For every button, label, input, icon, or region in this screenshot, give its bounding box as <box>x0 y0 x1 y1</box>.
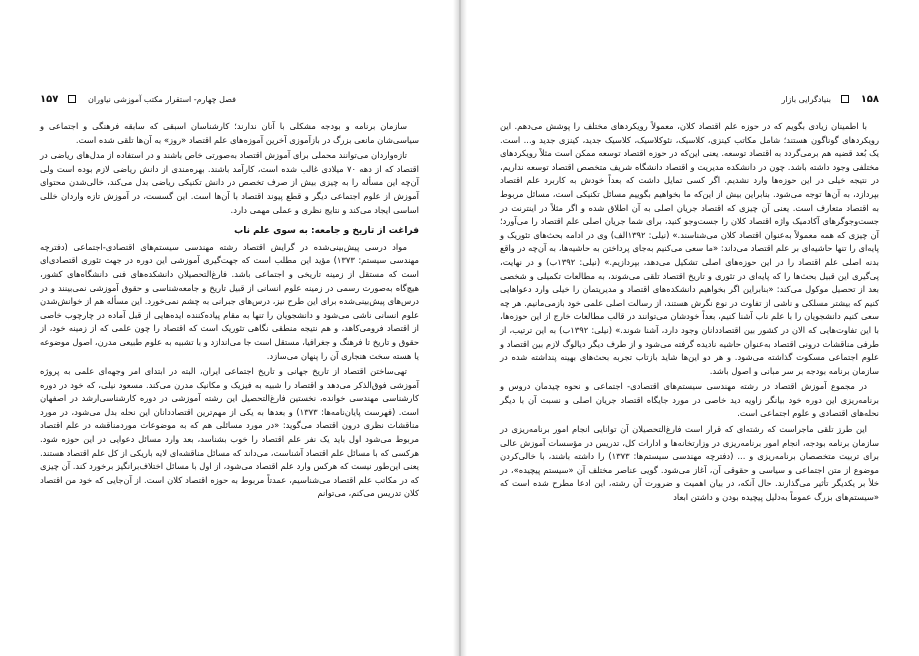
running-title: بنیادگرایی بازار <box>781 95 831 104</box>
left-page <box>0 0 459 656</box>
paragraph: این طرز تلقی ماجراست که رشته‌ای که قرار است فارغ‌التحصیلان آن توانایی انجام امور برنامه‌ریزی در سازمان برنامه بودجه، انجام امور برنامه‌ریزی در وزارتخانه‌ها و ادارات کل، تدریس در مؤسسات آموزش عالی برای تربیت متخصصان برنامه‌ریزی و ... (دفترچه مهندسی سیستم‌ها: ۱۳۷۳) را داشته باشند، با خالی‌کردن موضوع از متن اجتماعی و سیاسی و حقوقی آن، آغاز می‌شود. گویی عناصر مختلف آن «سیستم پیچیده»، در خلأ بر یکدیگر تأثیر می‌گذارند. حال آنکه، در بیان اهمیت و ضرورت آن رشته، این ادعا مطرح شده است که «سیستم‌های بزرگ عموماً به‌دلیل پیچیده بودن و داشتن ابعاد <box>500 424 879 503</box>
page-number: ۱۵۷ <box>40 94 59 105</box>
paragraph: با اطمینان زیادی بگویم که در حوزه علم اقتصاد کلان، معمولاً رویکردهای مختلف را پوشش می‌دهم. این رویکردهای گوناگون هستند؛ شامل مکاتب کینزی، کلاسیک، نئوکلاسیک، کلاسیک جدید، کینزی جدید و... است. یک بُعد قضیه هم برمی‌گردد به اقتصاد توسعه. یعنی این‌که در حوزه اقتصاد توسعه ممکن است مثلاً رویکردهای مختلفی وجود داشته باشد. چون در دانشکده مدیریت و اقتصاد دانشگاه شریف متخصص اقتصاد توسعه نداریم، در نتیجه خیلی در این حوزه‌ها وارد نشدیم. اگر کسی تمایل داشت که بعداً خودش به کاربرد علم اقتصاد بپردازد، به آن‌ها توجه می‌شود. بنابراین بیش از این‌که ما بخواهیم بگوییم مسائل تکنیکی است، مسائل مربوط به اقتصاد متعارف است. یعنی آن چیزی که اقتصاد جریان اصلی به آن اطلاق شده و اگر مثلاً در اینترنت در جست‌وجوگرهای آکادمیک واژه اقتصاد کلان را جست‌وجو کنید، برای شما جریان اصلی علم اقتصاد را می‌آورد؛ آن چیزی که همه معمولاً به‌عنوان اقتصاد کلان می‌شناسند.» (نیلی: ۱۳۹۲الف) وی در ادامه بحث‌های تئوریک و پایه‌ای را تنها حاشیه‌ای بر علم اقتصاد می‌داند: «ما سعی می‌کنیم به‌جای پرداختن به حاشیه‌ها، به آن‌چه در واقع بدنه اصلی علم اقتصاد را در این حوزه‌های اصلی تشکیل می‌دهد، بپردازیم.» (نیلی: ۱۳۹۲ب) و در نهایت، پی‌گیری این قبیل بحث‌ها را که پایه‌ای در تئوری و تاریخ اقتصاد تلقی می‌شوند، به مطالعات تکمیلی و شخصی بعد از تحصیل موکول می‌کند: «بنابراین اگر بخواهیم دانشکده‌های اقتصاد و مدیریتمان را خیلی وارد دعواهایی کنیم که بیشتر مسلکی و ناشی از تفاوت در نوع نگرش هستند، از رسالت اصلی علمی خود بازمی‌مانیم. هر چه سعی کنیم دانشجویان را با علم ناب آشنا کنیم، بعداً خودشان می‌توانند در قالب مطالعات خارج از این حوزه‌ها، با این تفاوت‌هایی که الان در کشور بین اقتصاددانان وجود دارد، آشنا شوند.» (نیلی: ۱۳۹۲ب) به این ترتیب، از طرفی مناقشات درونی اقتصاد به‌عنوان حاشیه نادیده گرفته می‌شود و از طرف دیگر دیالوگ لازم بین اقتصاد و علوم اجتماعی مسکوت گذاشته می‌شود. و هر دو این‌ها شاید بازتاب تجربه بحث‌های بهینه پنداشته شده در سازمان برنامه بودجه بر سر مبانی و اصول باشد. <box>500 121 879 376</box>
square-marker-icon <box>68 95 76 103</box>
paragraph: مواد درسی پیش‌بینی‌شده در گرایش اقتصاد رشته مهندسی سیستم‌های اقتصادی-اجتماعی (دفترچه مهندسی سیستم: ۱۳۷۳) مؤید این مطلب است که جهت‌گیری آموزشی این دوره در جهت تئوری اقتصادی‌ای است که مستقل از زمینه تاریخی و اجتماعی باشد. فارغ‌التحصیلان دانشکده‌های فنی دانشگاه‌های کشور، هیچ‌گاه به‌صورت رسمی در زمینه علوم انسانی از قبیل تاریخ و جامعه‌شناسی و حقوق آموزشی نمی‌بینند و در درس‌های پیش‌بینی‌شده برای این طرح نیز، درس‌های جبرانی به چشم نمی‌خورد. این مسأله هم از خوانش‌شدن علوم انسانی ناشی می‌شود و دانشجویان را تنها به مقام پیاده‌کننده ایده‌هایی از قبل آماده در چارچوب خاصی از اقتصاد فرومی‌کاهد، و هم نتیجه منطقی نگاهی تئوریک است که اقتصاد را چون علمی که از زمینه خود، از حقوق و تاریخ تا فرهنگ و جغرافیا، مستقل است جا می‌اندازد و با تشبیه به علوم طبیعی مدرن، اصول موضوعه یا هسته سخت هنجاری آن را پنهان می‌سازد. <box>40 241 419 361</box>
right-page-header <box>500 92 879 108</box>
section-heading: فراغت از تاریخ و جامعه: به سوی علم ناب <box>234 226 419 237</box>
paragraph: تازه‌واردان می‌توانند محملی برای آموزش اقتصاد به‌صورتی خاص باشند و در استفاده از مدل‌های ریاضی در اقتصاد که از دهه ۷۰ میلادی غالب شده است، کارآمد باشند. بهره‌مندی از دانش ریاضی لازم بوده است ولی آن‌چه این مسأله را به چیزی بیش از صرف تخصص در دانش تکنیکی ریاضی بدل می‌کند، خالی‌شدن محتوای آموزش از علوم اجتماعی دیگر و قطع پیوند اقتصاد با آن‌ها است. این گسست، در آموزش تازه واردان خللی اساسی ایجاد می‌کند و نتایج نظری و عملی مهمی دارد. <box>40 150 419 215</box>
paragraph: در مجموع آموزش اقتصاد در رشته مهندسی سیستم‌های اقتصادی- اجتماعی و نحوه چیدمان دروس و برنامه‌ریزی این دوره خود بیانگر زاویه دید خاصی در مورد جایگاه اقتصاد جریان اصلی و نسبت آن با دیگر نحله‌های اقتصادی و علوم اجتماعی است. <box>500 381 879 419</box>
left-page-header <box>40 92 419 108</box>
square-marker-icon <box>841 95 849 103</box>
running-title: فصل چهارم- استقرار مکتب آموزشی نیاوران <box>88 95 236 104</box>
paragraph: سازمان برنامه و بودجه مشکلی با آنان ندارند؛ کارشناسان اسبقی که سابقه فرهنگی و اجتماعی و سیاسی‌شان مانعی بزرگ در بازآموزی آخرین آموزه‌های علم اقتصاد «روز» به آن‌ها تلقی شده است. <box>40 121 419 145</box>
right-page <box>460 0 919 656</box>
paragraph: تهی‌ساختن اقتصاد از تاریخ جهانی و تاریخ اجتماعی ایران، البته در ابتدای امر وجهه‌ای علمی به پروژه آموزشی فوق‌الذکر می‌دهد و اقتصاد را شبیه به فیزیک و مکانیک مدرن می‌کند. مسعود نیلی، که خود در دوره کارشناسی مهندسی خوانده، نخستین فارغ‌التحصیل این رشته آموزشی در دوره کارشناسی‌ارشد در اصفهان است. (فهرست پایان‌نامه‌ها: ۱۳۷۳) و بعدها به یکی از مهم‌ترین اقتصاددانان این نحله بدل می‌شود، در مورد مناقشات نظری درون اقتصاد می‌گوید: «در مورد مسائلی هم که به موضوعات مورد‌مناقشه در علم اقتصاد مربوط می‌شود اول باید یک نفر علم اقتصاد را خوب بشناسد، بعد وارد مسائل دعوایی در این حوزه شود. هرکسی که با مسائل علم اقتصاد آشناست، می‌داند که مسائل مناقشه‌ای لایه باریکی از کل علم اقتصاد هستند. یعنی این‌طور نیست که هرکس وارد علم اقتصاد می‌شود، از اول با مسائل اختلاف‌برانگیز برخورد کند. آن چیزی که در مکاتب علم اقتصاد می‌شناسیم، عمدتاً مربوط به حوزه اقتصاد کلان است. از آن‌جایی که خود من اقتصاد کلان تدریس می‌کنم، می‌توانم <box>40 366 419 499</box>
page-number: ۱۵۸ <box>860 94 879 105</box>
left-page-body <box>40 120 419 503</box>
right-page-body <box>500 120 879 507</box>
